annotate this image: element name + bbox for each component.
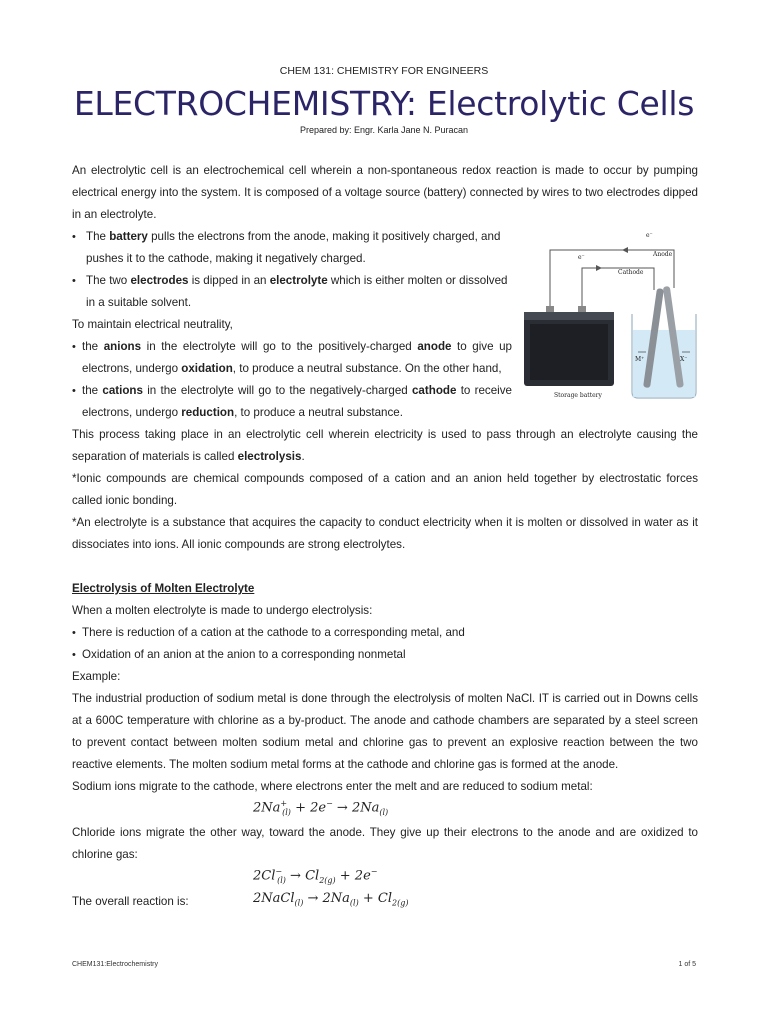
bullet-icon: • (72, 231, 76, 243)
section-heading: Electrolysis of Molten Electrolyte (72, 582, 255, 595)
cation-label: M⁺ (635, 356, 645, 363)
electrolyte-solution (633, 330, 695, 397)
course-code: CHEM 131: CHEMISTRY FOR ENGINEERS (279, 65, 489, 77)
sodium-text: Sodium ions migrate to the cathode, where electrons enter the melt and are reduced to sodium metal: (72, 780, 593, 793)
list-item: • The battery pulls the electrons from the anode, making it positively charged, and pushes it to the cathode, making it negatively charged. (72, 226, 512, 270)
intro-paragraph: An electrolytic cell is an electrochemical cell wherein a non-spontaneous redox reaction is made to occur by pumping electrical energy into the system. It is composed of a voltage source (battery) connected by wires to two electrodes dipped in an electrolyte. (72, 164, 698, 221)
example-label: Example: (72, 670, 121, 683)
list-item: • There is reduction of a cation at the cathode to a corresponding metal, and (72, 622, 698, 644)
bullet-icon: • (72, 385, 76, 397)
electron-label-top: e⁻ (646, 232, 653, 239)
overall-label: The overall reaction is: (72, 895, 189, 908)
bullet-icon: • (72, 627, 76, 639)
equation-chloride-oxidation: $2Cl^-_{(l)} \to Cl_{2(g)} + 2e^-$ (253, 867, 378, 885)
cathode-label: Cathode (618, 269, 644, 276)
footer-course: CHEM131:Electrochemistry (72, 961, 158, 968)
bullet-icon: • (72, 649, 76, 661)
bullet-icon: • (72, 275, 76, 287)
neutrality-intro: To maintain electrical neutrality, (72, 318, 233, 331)
equation-overall: 2NaCl$_{(l)}$ → $2Na_{(l)} + Cl_{2(g)}$ (253, 891, 409, 908)
chloride-text: Chloride ions migrate the other way, toward the anode. They give up their electrons to the anode and are oxidized to chlorine gas: (72, 826, 698, 861)
list-item: • the cations in the electrolyte will go to the negatively-charged cathode to receive electrons, undergo reduction, to produce a neutral substance. (72, 380, 512, 424)
battery-caption: Storage battery (554, 392, 602, 399)
example-paragraph: The industrial production of sodium metal is done through the electrolysis of molten NaCl. IT is carried out in Downs cells at a 600C temperature with chlorine as a by-product. The anode and cathode chambers are separated by a steel screen to prevent contact between molten sodium metal and chlorine gas to prevent an explosive reaction between the two reactive elements. The molten sodium metal forms at the cathode and chlorine gas is formed at the anode. (72, 692, 698, 771)
molten-intro: When a molten electrolyte is made to undergo electrolysis: (72, 604, 373, 617)
list-item: • Oxidation of an anion at the anion to a corresponding nonmetal (72, 644, 698, 666)
anode-label: Anode (653, 251, 673, 258)
page-number: 1 of 5 (678, 961, 696, 968)
note-ionic-compounds: *Ionic compounds are chemical compounds composed of a cation and an anion held together by electrostatic forces called ionic bonding. (72, 472, 698, 507)
electron-label-left: e⁻ (578, 254, 585, 261)
equation-sodium-reduction: $2Na^+_{(l)} + 2e^- \to 2Na_{(l)}$ (253, 799, 389, 817)
note-electrolyte: *An electrolyte is a substance that acquires the capacity to conduct electricity when it is molten or dissolved in water as it dissociates into ions. All ionic compounds are strong electrolytes. (72, 516, 698, 551)
page-title: ELECTROCHEMISTRY: Electrolytic Cells (73, 84, 695, 123)
anion-label: X⁻ (680, 356, 688, 363)
electrolytic-cell-figure (522, 228, 702, 410)
process-paragraph: This process taking place in an electrolytic cell wherein electricity is used to pass through an electrolyte causing the separation of materials is called electrolysis. (72, 428, 698, 463)
list-item: • The two electrodes is dipped in an electrolyte which is either molten or dissolved in a suitable solvent. (72, 270, 512, 314)
list-item: • the anions in the electrolyte will go to the positively-charged anode to give up electrons, undergo oxidation, to produce a neutral substance. On the other hand, (72, 336, 512, 380)
preparer-line: Prepared by: Engr. Karla Jane N. Puracan (299, 125, 469, 135)
bullet-icon: • (72, 341, 76, 353)
